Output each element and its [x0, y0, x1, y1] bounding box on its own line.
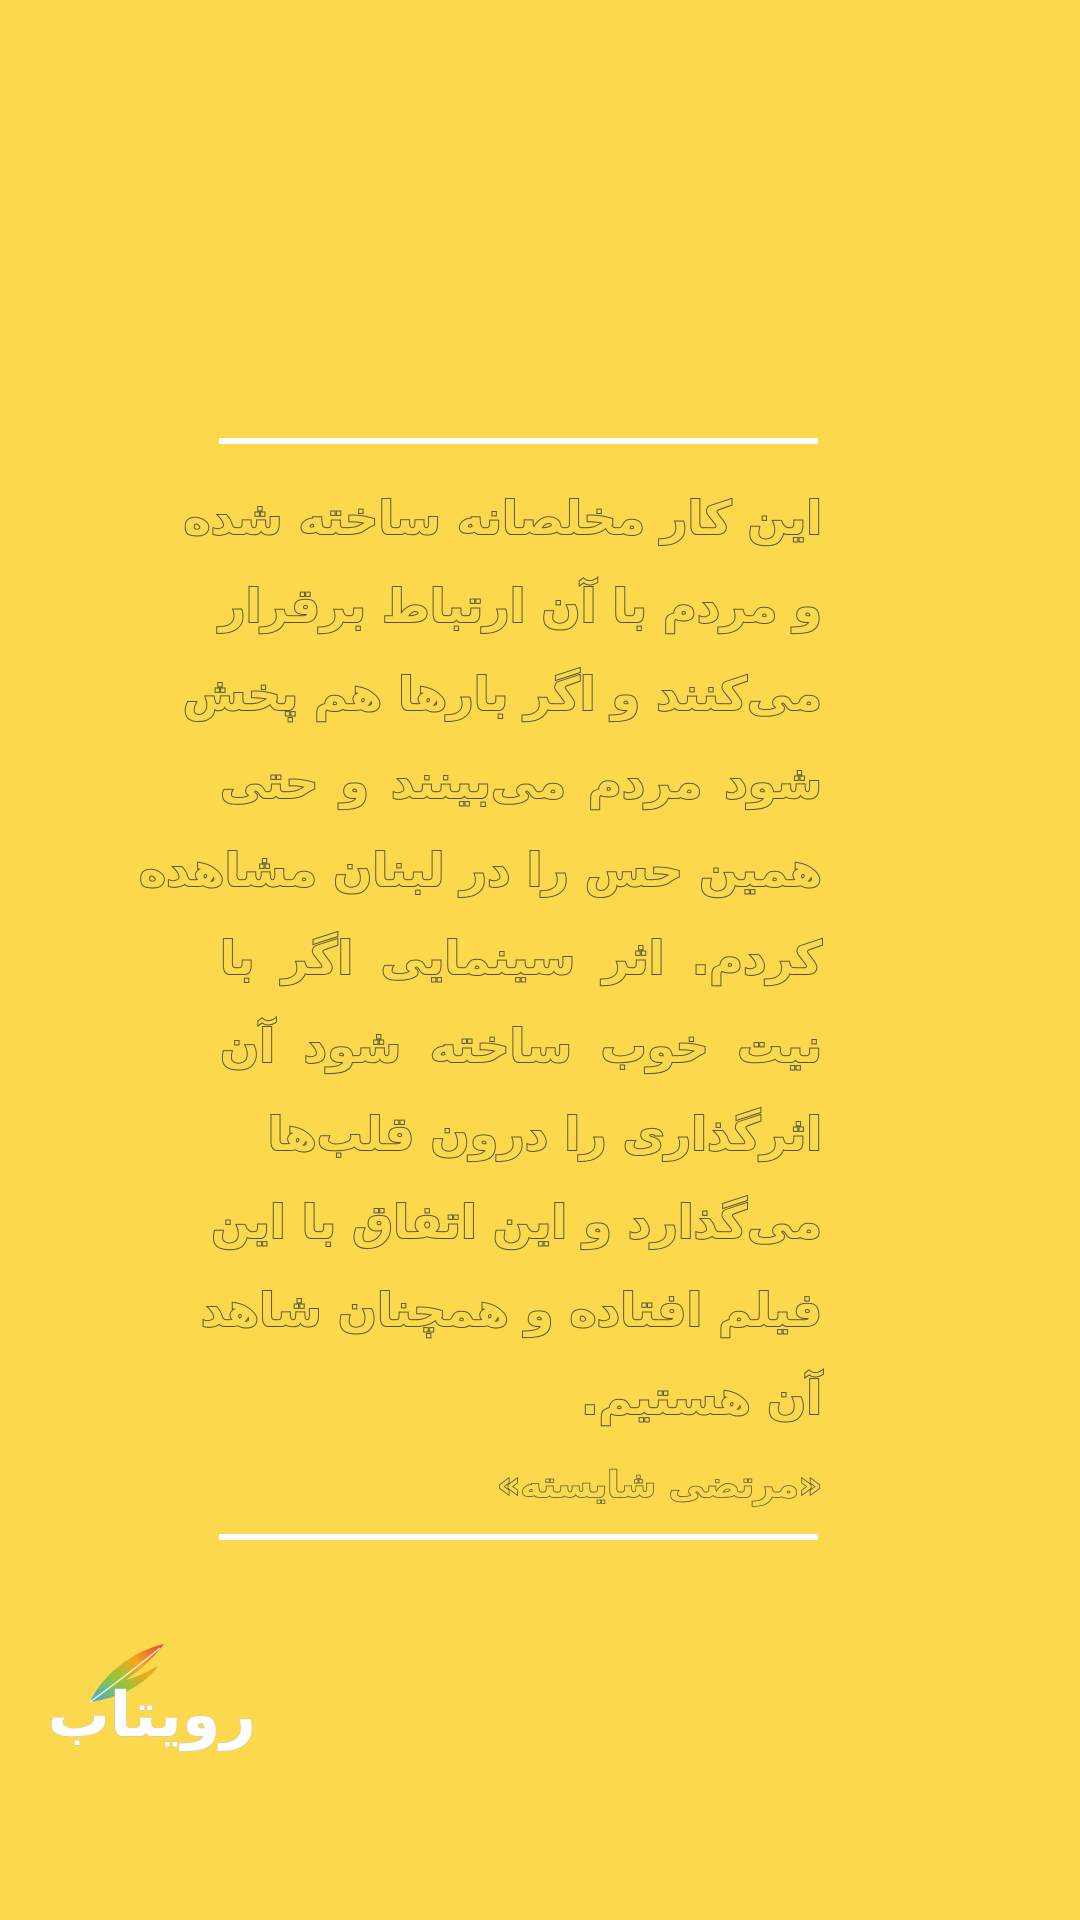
- bottom-divider: [219, 1534, 818, 1540]
- quote-line: فیلم افتاده و همچنان شاهد: [200, 1283, 822, 1337]
- quote-line: و مردم با آن ارتباط برقرار: [219, 579, 822, 633]
- top-divider: [219, 438, 818, 444]
- quote-line: اثرگذاری را درون قلب‌ها: [267, 1107, 822, 1161]
- quote-line: نیت خوب ساخته شود آن: [220, 1019, 822, 1073]
- brand-logo: [47, 1636, 264, 1756]
- quote-text: [138, 474, 822, 1442]
- quote-attribution: «مرتضی شایسته»: [497, 1465, 822, 1506]
- quote-line: آن هستیم.: [581, 1371, 822, 1425]
- brand-wordmark: رویتاب: [47, 1678, 256, 1751]
- quote-line: کردم. اثر سینمایی اگر با: [220, 931, 822, 985]
- quote-line: این کار مخلصانه ساخته شده: [183, 491, 822, 545]
- quote-line: می‌کنند و اگر بارها هم پخش: [182, 667, 822, 721]
- quote-line: همین حس را در لبنان مشاهده: [138, 843, 822, 897]
- quote-line: شود مردم می‌بینند و حتی: [220, 755, 822, 809]
- quote-line: می‌گذارد و این اتفاق با این: [211, 1195, 822, 1249]
